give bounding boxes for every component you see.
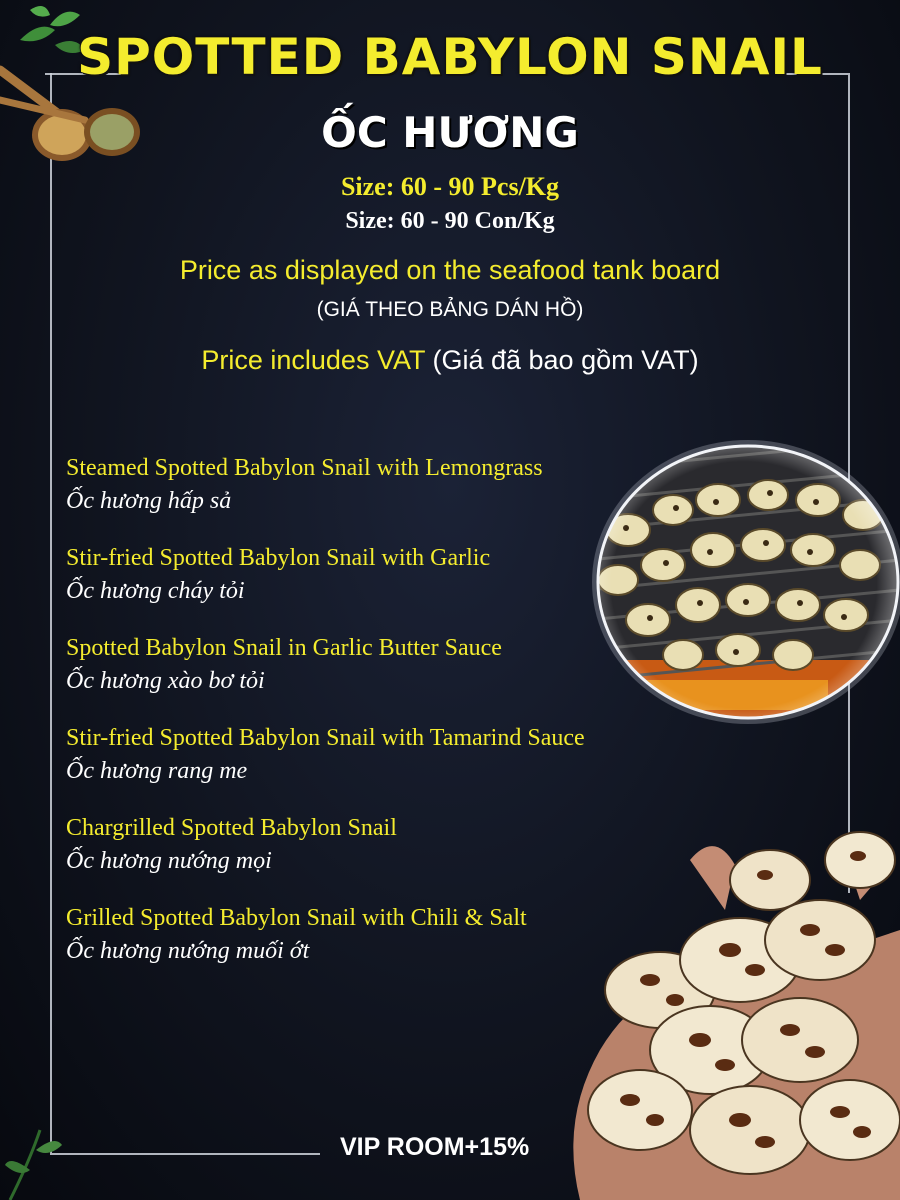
hand-holding-snails-photo: [540, 820, 900, 1200]
dish-name-english: Spotted Babylon Snail in Garlic Butter Sauce: [66, 635, 502, 661]
price-note-vietnamese: (GIÁ THEO BẢNG DÁN HỒ): [316, 298, 584, 321]
page-title: SPOTTED BABYLON SNAIL: [77, 28, 823, 86]
price-note-english: Price as displayed on the seafood tank board: [179, 255, 721, 285]
vip-room-surcharge: VIP ROOM+15%: [340, 1133, 530, 1161]
dish-name-vietnamese: Ốc hương nướng muối ớt: [66, 938, 310, 964]
dish-name-vietnamese: Ốc hương rang me: [66, 758, 248, 784]
size-vietnamese: Size: 60 - 90 Con/Kg: [345, 208, 555, 234]
page-title-vietnamese: ỐC HƯƠNG: [321, 108, 579, 157]
dish-name-english: Grilled Spotted Babylon Snail with Chili & Salt: [66, 905, 527, 931]
frame-bottom: [50, 1153, 320, 1155]
dish-name-english: Stir-fried Spotted Babylon Snail with Tamarind Sauce: [66, 725, 585, 751]
dish-item: [66, 452, 686, 542]
dish-name-vietnamese: Ốc hương cháy tỏi: [66, 578, 245, 604]
dish-name-english: Chargrilled Spotted Babylon Snail: [66, 815, 397, 841]
dish-name-english: Stir-fried Spotted Babylon Snail with Garlic: [66, 545, 491, 571]
herb-sprig-decoration: [0, 1110, 90, 1200]
dish-name-vietnamese: Ốc hương xào bơ tỏi: [66, 668, 265, 694]
vat-note-english: Price includes VAT: [201, 345, 425, 375]
frame-left: [50, 73, 52, 1153]
vat-note: [0, 345, 900, 376]
dish-name-english: Steamed Spotted Babylon Snail with Lemongrass: [66, 455, 543, 481]
size-english: Size: 60 - 90 Pcs/Kg: [340, 172, 560, 201]
dish-item: [66, 722, 686, 812]
dish-item: [66, 632, 686, 722]
dish-name-vietnamese: Ốc hương hấp sả: [66, 488, 232, 514]
dish-name-vietnamese: Ốc hương nướng mọi: [66, 848, 272, 874]
dish-item: [66, 542, 686, 632]
vat-note-vietnamese: (Giá đã bao gồm VAT): [432, 345, 699, 375]
